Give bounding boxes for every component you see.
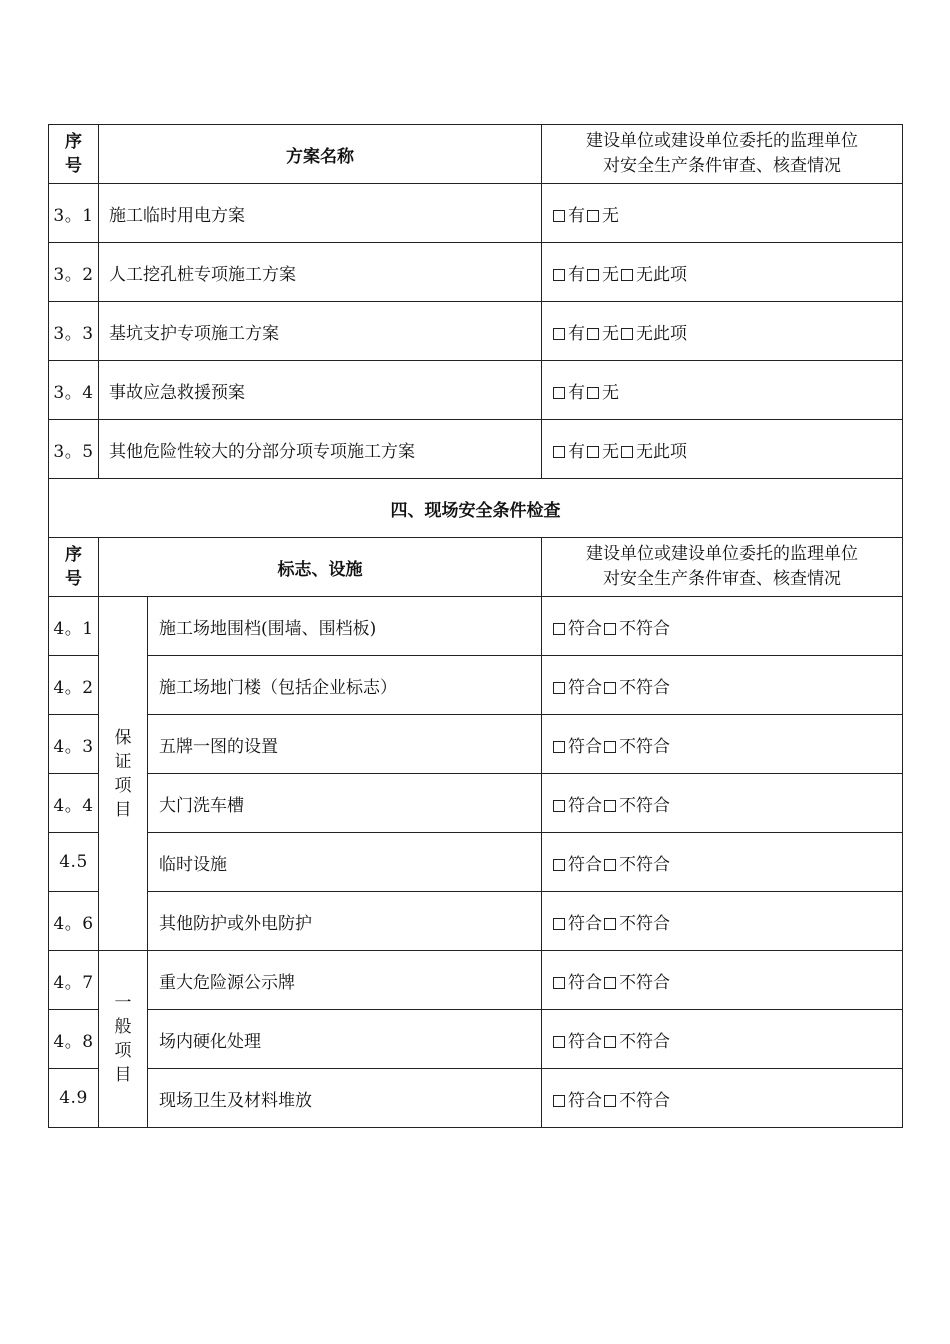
table-row <box>49 656 903 715</box>
status-options <box>542 1010 903 1069</box>
checkbox[interactable] <box>553 977 565 989</box>
header-review-line1: 建设单位或建设单位委托的监理单位 <box>586 131 858 151</box>
option-label: 无此项 <box>636 264 687 285</box>
plan-name: 人工挖孔桩专项施工方案 <box>99 243 542 302</box>
status-options <box>542 892 903 951</box>
option-label: 不符合 <box>619 913 670 934</box>
group-char: 项 <box>114 1041 132 1061</box>
header-seq-cell <box>49 538 99 597</box>
header-review-line1: 建设单位或建设单位委托的监理单位 <box>586 544 858 564</box>
row-number: 4.5 <box>49 833 99 892</box>
group-char: 项 <box>114 775 132 796</box>
status-options <box>542 184 903 243</box>
table-row <box>49 715 903 774</box>
checkbox[interactable] <box>604 918 616 930</box>
section4-header-row <box>49 538 903 597</box>
row-number: 3。2 <box>49 243 99 302</box>
status-options <box>542 951 903 1010</box>
facility-name: 现场卫生及材料堆放 <box>148 1069 542 1128</box>
header-facility-name: 标志、设施 <box>99 538 542 597</box>
row-number: 4。2 <box>49 656 99 715</box>
checkbox[interactable] <box>553 446 565 458</box>
plan-name: 基坑支护专项施工方案 <box>99 302 542 361</box>
facility-name: 临时设施 <box>148 833 542 892</box>
status-options <box>542 361 903 420</box>
table-row <box>49 184 903 243</box>
option-label: 无 <box>602 205 619 226</box>
checkbox[interactable] <box>604 1095 616 1107</box>
option-label: 不符合 <box>619 795 670 816</box>
section-title: 四、现场安全条件检查 <box>49 479 903 538</box>
table-row <box>49 1010 903 1069</box>
section3-header-row <box>49 125 903 184</box>
row-number: 3。3 <box>49 302 99 361</box>
table-row <box>49 1069 903 1128</box>
status-options <box>542 243 903 302</box>
option-label: 有 <box>568 382 585 403</box>
checkbox[interactable] <box>604 741 616 753</box>
facility-name: 五牌一图的设置 <box>148 715 542 774</box>
status-options <box>542 420 903 479</box>
option-label: 无此项 <box>636 441 687 462</box>
checkbox[interactable] <box>604 623 616 635</box>
table-row <box>49 597 903 656</box>
row-number: 4。7 <box>49 951 99 1010</box>
option-label: 符合 <box>568 677 602 698</box>
checkbox[interactable] <box>553 387 565 399</box>
status-options <box>542 656 903 715</box>
status-options <box>542 302 903 361</box>
option-label: 有 <box>568 205 585 226</box>
checkbox[interactable] <box>621 269 633 281</box>
group-char: 一 <box>114 993 132 1013</box>
option-label: 符合 <box>568 972 602 993</box>
facility-name: 施工场地门楼（包括企业标志） <box>148 656 542 715</box>
checkbox[interactable] <box>587 328 599 340</box>
header-seq-line2: 号 <box>65 569 82 589</box>
option-label: 无 <box>602 441 619 462</box>
section4-title-row <box>49 479 903 538</box>
header-review-line2: 对安全生产条件审查、核查情况 <box>603 156 841 176</box>
checkbox[interactable] <box>553 269 565 281</box>
option-label: 不符合 <box>619 677 670 698</box>
table-row <box>49 951 903 1010</box>
checkbox[interactable] <box>587 210 599 222</box>
header-review-cell <box>542 125 903 184</box>
checkbox[interactable] <box>604 1036 616 1048</box>
status-options <box>542 597 903 656</box>
option-label: 有 <box>568 323 585 344</box>
table-row <box>49 833 903 892</box>
header-plan-name: 方案名称 <box>99 125 542 184</box>
plan-name: 其他危险性较大的分部分项专项施工方案 <box>99 420 542 479</box>
option-label: 符合 <box>568 854 602 875</box>
checkbox[interactable] <box>604 977 616 989</box>
header-review-line2: 对安全生产条件审查、核查情况 <box>603 569 841 589</box>
option-label: 符合 <box>568 736 602 757</box>
checkbox[interactable] <box>553 682 565 694</box>
option-label: 不符合 <box>619 1031 670 1052</box>
checkbox[interactable] <box>553 328 565 340</box>
checkbox[interactable] <box>604 800 616 812</box>
table-row <box>49 361 903 420</box>
row-number: 4。8 <box>49 1010 99 1069</box>
checkbox[interactable] <box>553 1036 565 1048</box>
option-label: 不符合 <box>619 1090 670 1111</box>
row-number: 4。4 <box>49 774 99 833</box>
status-options <box>542 715 903 774</box>
group-char: 目 <box>114 799 132 820</box>
checkbox[interactable] <box>553 859 565 871</box>
table-row <box>49 243 903 302</box>
header-seq-cell <box>49 125 99 184</box>
facility-name: 重大危险源公示牌 <box>148 951 542 1010</box>
checkbox[interactable] <box>553 1095 565 1107</box>
row-number: 3。4 <box>49 361 99 420</box>
row-number: 3。5 <box>49 420 99 479</box>
option-label: 不符合 <box>619 736 670 757</box>
option-label: 符合 <box>568 1090 602 1111</box>
group-char: 般 <box>114 1017 132 1037</box>
header-review-cell <box>542 538 903 597</box>
checkbox[interactable] <box>587 387 599 399</box>
option-label: 不符合 <box>619 854 670 875</box>
header-seq-line2: 号 <box>65 156 82 176</box>
option-label: 有 <box>568 441 585 462</box>
option-label: 符合 <box>568 618 602 639</box>
checkbox[interactable] <box>553 800 565 812</box>
checkbox[interactable] <box>553 210 565 222</box>
option-label: 无 <box>602 323 619 344</box>
facility-name: 场内硬化处理 <box>148 1010 542 1069</box>
safety-check-table <box>48 124 903 1128</box>
row-number: 3。1 <box>49 184 99 243</box>
row-number: 4。3 <box>49 715 99 774</box>
checkbox[interactable] <box>604 682 616 694</box>
group-label-guarantee <box>99 597 148 951</box>
status-options <box>542 774 903 833</box>
option-label: 符合 <box>568 1031 602 1052</box>
table-row <box>49 302 903 361</box>
header-seq-line1: 序 <box>65 132 82 152</box>
checkbox[interactable] <box>604 859 616 871</box>
facility-name: 施工场地围档(围墙、围档板) <box>148 597 542 656</box>
option-label: 有 <box>568 264 585 285</box>
group-label-general <box>99 951 148 1128</box>
checkbox[interactable] <box>621 328 633 340</box>
table-row <box>49 892 903 951</box>
facility-name: 大门洗车槽 <box>148 774 542 833</box>
option-label: 无 <box>602 264 619 285</box>
checkbox[interactable] <box>587 269 599 281</box>
option-label: 无此项 <box>636 323 687 344</box>
option-label: 无 <box>602 382 619 403</box>
option-label: 符合 <box>568 913 602 934</box>
option-label: 不符合 <box>619 972 670 993</box>
checkbox[interactable] <box>553 741 565 753</box>
option-label: 符合 <box>568 795 602 816</box>
checkbox[interactable] <box>553 623 565 635</box>
plan-name: 事故应急救援预案 <box>99 361 542 420</box>
header-seq-line1: 序 <box>65 545 82 565</box>
row-number: 4。6 <box>49 892 99 951</box>
status-options <box>542 1069 903 1128</box>
table-row <box>49 774 903 833</box>
group-char: 目 <box>114 1065 132 1085</box>
checkbox[interactable] <box>621 446 633 458</box>
group-char: 保 <box>114 727 132 748</box>
group-char: 证 <box>114 751 132 772</box>
checkbox[interactable] <box>553 918 565 930</box>
checkbox[interactable] <box>587 446 599 458</box>
status-options <box>542 833 903 892</box>
plan-name: 施工临时用电方案 <box>99 184 542 243</box>
table-row <box>49 420 903 479</box>
row-number: 4.9 <box>49 1069 99 1128</box>
option-label: 不符合 <box>619 618 670 639</box>
row-number: 4。1 <box>49 597 99 656</box>
facility-name: 其他防护或外电防护 <box>148 892 542 951</box>
